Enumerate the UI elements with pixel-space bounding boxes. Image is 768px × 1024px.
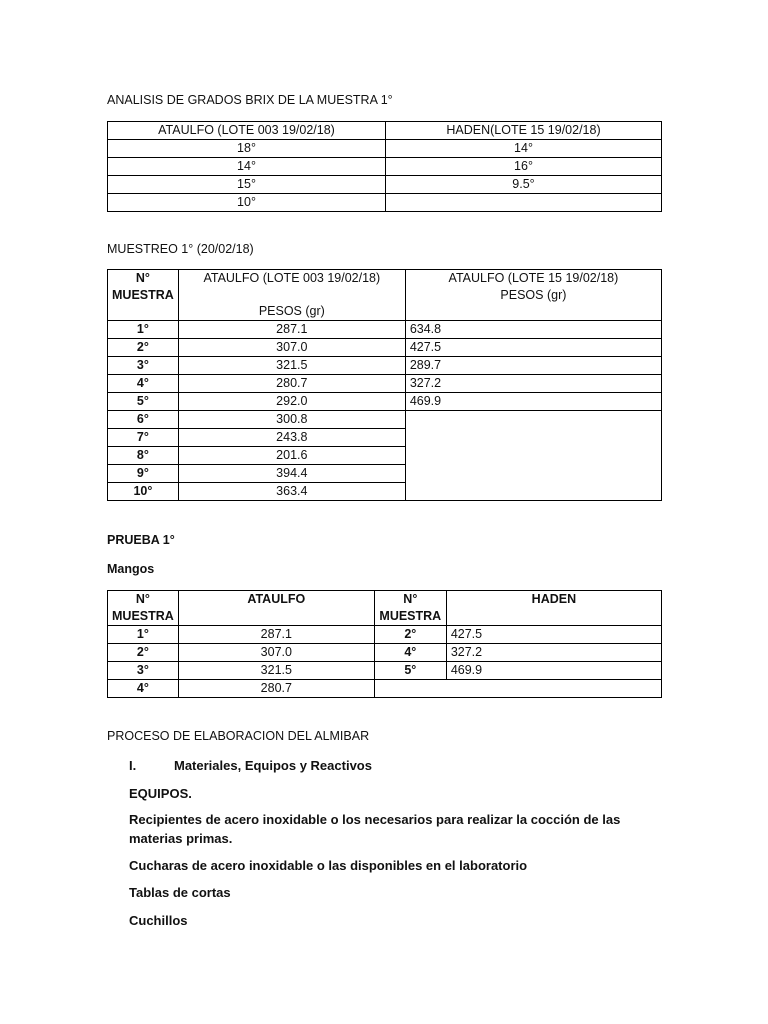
brix-table — [107, 121, 662, 212]
sampling-header-lote15 — [405, 270, 661, 321]
sample-number: 9° — [108, 465, 179, 483]
test-header-number-haden: N° MUESTRA — [374, 591, 446, 626]
table-row — [108, 176, 662, 194]
test-header-ataulfo: ATAULFO — [178, 591, 374, 626]
sampling-header-lote15-sub: PESOS (gr) — [500, 288, 567, 302]
brix-cell: 14° — [108, 158, 386, 176]
test-header-number-ataulfo: N° MUESTRA — [108, 591, 179, 626]
paragraph-cucharas: Cucharas de acero inoxidable o las disponibles en el laboratorio — [129, 858, 528, 873]
sampling-header-ataulfo-sub: PESOS (gr) — [258, 304, 325, 318]
sample-weight: 292.0 — [178, 393, 405, 411]
sample-number: 10° — [108, 483, 179, 501]
sample-number-haden: 4° — [374, 644, 446, 662]
section-item-label: Materiales, Equipos y Reactivos — [174, 758, 372, 773]
brix-cell: 16° — [386, 158, 662, 176]
sample-weight: 280.7 — [178, 680, 374, 698]
sample-weight: 300.8 — [178, 411, 405, 429]
sample-weight: 363.4 — [178, 483, 405, 501]
sample-number: 2° — [108, 644, 179, 662]
table-row — [108, 321, 662, 339]
empty-merged-cell — [405, 411, 661, 501]
empty-merged-cell — [374, 680, 661, 698]
table-row — [108, 626, 662, 644]
brix-cell: 18° — [108, 140, 386, 158]
sampling-header-number: N° MUESTRA — [108, 270, 179, 321]
sample-weight: 287.1 — [178, 626, 374, 644]
sample-number: 4° — [108, 680, 179, 698]
sampling-table — [107, 269, 662, 501]
sample-number: 7° — [108, 429, 179, 447]
table-row — [108, 357, 662, 375]
sample-weight: 307.0 — [178, 339, 405, 357]
sample-weight: 287.1 — [178, 321, 405, 339]
sample-weight-lote15: 427.5 — [405, 339, 661, 357]
paragraph-tablas: Tablas de cortas — [129, 885, 231, 900]
sample-number: 3° — [108, 357, 179, 375]
table-row — [108, 194, 662, 212]
brix-cell: 15° — [108, 176, 386, 194]
paragraph-recipientes: Recipientes de acero inoxidable o los necesarios para realizar la cocción de las materias primas. — [129, 812, 621, 846]
sampling-title: MUESTREO 1° (20/02/18) — [107, 242, 254, 256]
section-item-number: I. — [129, 758, 137, 773]
test-header-haden: HADEN — [446, 591, 661, 626]
sample-number: 2° — [108, 339, 179, 357]
brix-cell: 14° — [386, 140, 662, 158]
sample-number: 6° — [108, 411, 179, 429]
sample-number: 3° — [108, 662, 179, 680]
sampling-header-ataulfo — [178, 270, 405, 321]
table-row — [108, 339, 662, 357]
sample-number: 5° — [108, 393, 179, 411]
brix-cell: 9.5° — [386, 176, 662, 194]
table-row — [108, 140, 662, 158]
brix-analysis-title: ANALISIS DE GRADOS BRIX DE LA MUESTRA 1° — [107, 93, 393, 107]
table-row — [108, 393, 662, 411]
sample-weight-lote15: 289.7 — [405, 357, 661, 375]
sample-number-haden: 2° — [374, 626, 446, 644]
table-row — [108, 411, 662, 429]
table-row — [108, 375, 662, 393]
sample-number: 8° — [108, 447, 179, 465]
sample-number: 4° — [108, 375, 179, 393]
sample-number-haden: 5° — [374, 662, 446, 680]
sample-weight: 201.6 — [178, 447, 405, 465]
paragraph-cuchillos: Cuchillos — [129, 913, 188, 928]
sample-weight: 307.0 — [178, 644, 374, 662]
table-row — [108, 680, 662, 698]
sample-weight: 321.5 — [178, 662, 374, 680]
brix-cell — [386, 194, 662, 212]
test-table — [107, 590, 662, 698]
sample-weight-lote15: 634.8 — [405, 321, 661, 339]
sample-weight: 280.7 — [178, 375, 405, 393]
brix-header-haden: HADEN(LOTE 15 19/02/18) — [386, 122, 662, 140]
sample-weight: 394.4 — [178, 465, 405, 483]
sample-weight-lote15: 327.2 — [405, 375, 661, 393]
sample-number: 1° — [108, 321, 179, 339]
sample-weight-lote15: 469.9 — [405, 393, 661, 411]
brix-header-ataulfo: ATAULFO (LOTE 003 19/02/18) — [108, 122, 386, 140]
equipos-heading: EQUIPOS. — [129, 786, 192, 801]
sample-weight-haden: 427.5 — [446, 626, 661, 644]
sampling-header-lote15-label: ATAULFO (LOTE 15 19/02/18) — [448, 271, 619, 285]
sample-weight-haden: 469.9 — [446, 662, 661, 680]
table-row — [108, 158, 662, 176]
sample-weight: 243.8 — [178, 429, 405, 447]
sampling-header-ataulfo-label: ATAULFO (LOTE 003 19/02/18) — [203, 271, 381, 285]
test-subtitle: Mangos — [107, 562, 155, 576]
sample-weight-haden: 327.2 — [446, 644, 661, 662]
test-title: PRUEBA 1° — [107, 533, 175, 547]
sample-weight: 321.5 — [178, 357, 405, 375]
sample-number: 1° — [108, 626, 179, 644]
table-row — [108, 644, 662, 662]
process-title: PROCESO DE ELABORACION DEL ALMIBAR — [107, 729, 370, 743]
table-row — [108, 662, 662, 680]
brix-cell: 10° — [108, 194, 386, 212]
